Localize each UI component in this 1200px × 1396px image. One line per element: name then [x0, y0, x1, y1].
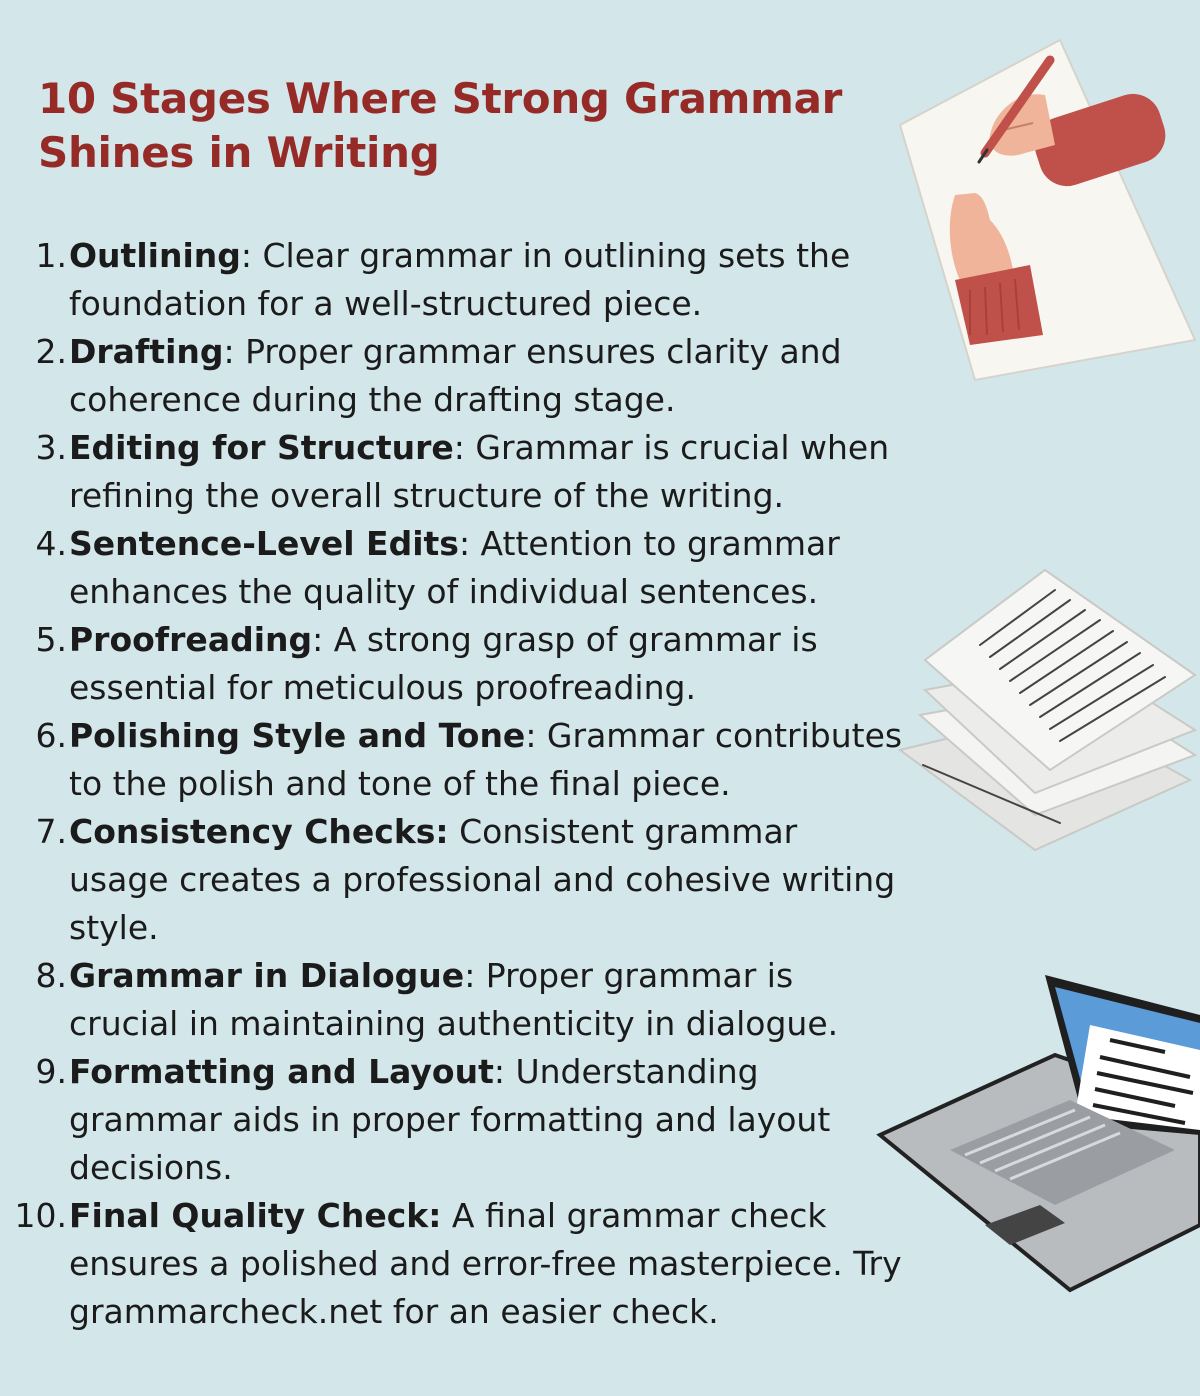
- item-number: 1.: [35, 236, 67, 275]
- item-number: 7.: [35, 812, 67, 851]
- item-separator: :: [525, 716, 537, 755]
- item-term: Formatting and Layout: [69, 1052, 494, 1091]
- item-term: Proofreading: [69, 620, 313, 659]
- item-description: Understanding grammar aids in proper formatting and layout decisions.: [69, 1052, 831, 1187]
- item-description: Clear grammar in outlining sets the foundation for a well-structured piece.: [69, 236, 851, 323]
- list-item: [0, 616, 905, 712]
- item-term: Sentence-Level Edits: [69, 524, 459, 563]
- item-number: 9.: [35, 1052, 67, 1091]
- list-item: [0, 1192, 905, 1336]
- item-number: 6.: [35, 716, 67, 755]
- item-separator: :: [464, 956, 476, 995]
- item-description: Proper grammar is crucial in maintaining authenticity in dialogue.: [69, 956, 839, 1043]
- item-number: 4.: [35, 524, 67, 563]
- item-separator: :: [312, 620, 324, 659]
- item-number: 3.: [35, 428, 67, 467]
- list-item: [0, 712, 905, 808]
- item-separator: :: [453, 428, 465, 467]
- item-description: Proper grammar ensures clarity and coherence during the drafting stage.: [69, 332, 842, 419]
- item-description: A final grammar check ensures a polished and error-free masterpiece. Try grammarcheck.net for an easier check.: [69, 1196, 902, 1331]
- item-term: Consistency Checks:: [69, 812, 449, 851]
- item-term: Outlining: [69, 236, 241, 275]
- item-number: 2.: [35, 332, 67, 371]
- item-description: Consistent grammar usage creates a professional and cohesive writing style.: [69, 812, 896, 947]
- item-term: Grammar in Dialogue: [69, 956, 465, 995]
- item-number: 8.: [35, 956, 67, 995]
- item-number: 5.: [35, 620, 67, 659]
- list-item: [0, 520, 905, 616]
- laptop-icon: [875, 965, 1200, 1295]
- item-separator: :: [493, 1052, 505, 1091]
- list-item: [0, 952, 905, 1048]
- list-item: [0, 808, 905, 952]
- item-description: Grammar is crucial when refining the overall structure of the writing.: [69, 428, 890, 515]
- stages-list: [0, 232, 905, 1336]
- list-item: [0, 328, 905, 424]
- item-number: 10.: [14, 1196, 67, 1235]
- item-separator: :: [240, 236, 252, 275]
- item-separator: :: [223, 332, 235, 371]
- item-separator: :: [458, 524, 471, 563]
- list-item: [0, 1048, 905, 1192]
- item-description: Grammar contributes to the polish and tone of the final piece.: [69, 716, 903, 803]
- list-item: [0, 424, 905, 520]
- item-term: Polishing Style and Tone: [69, 716, 526, 755]
- item-term: Final Quality Check:: [69, 1196, 442, 1235]
- item-term: Editing for Structure: [69, 428, 454, 467]
- item-description: A strong grasp of grammar is essential for meticulous proofreading.: [69, 620, 818, 707]
- page-title: 10 Stages Where Strong Grammar Shines in Writing: [38, 74, 843, 177]
- list-item: [0, 232, 905, 328]
- paper-stack-icon: [885, 565, 1200, 855]
- item-description: Attention to grammar enhances the quality of individual sentences.: [69, 524, 840, 611]
- item-term: Drafting: [69, 332, 224, 371]
- hands-writing-icon: [895, 35, 1200, 385]
